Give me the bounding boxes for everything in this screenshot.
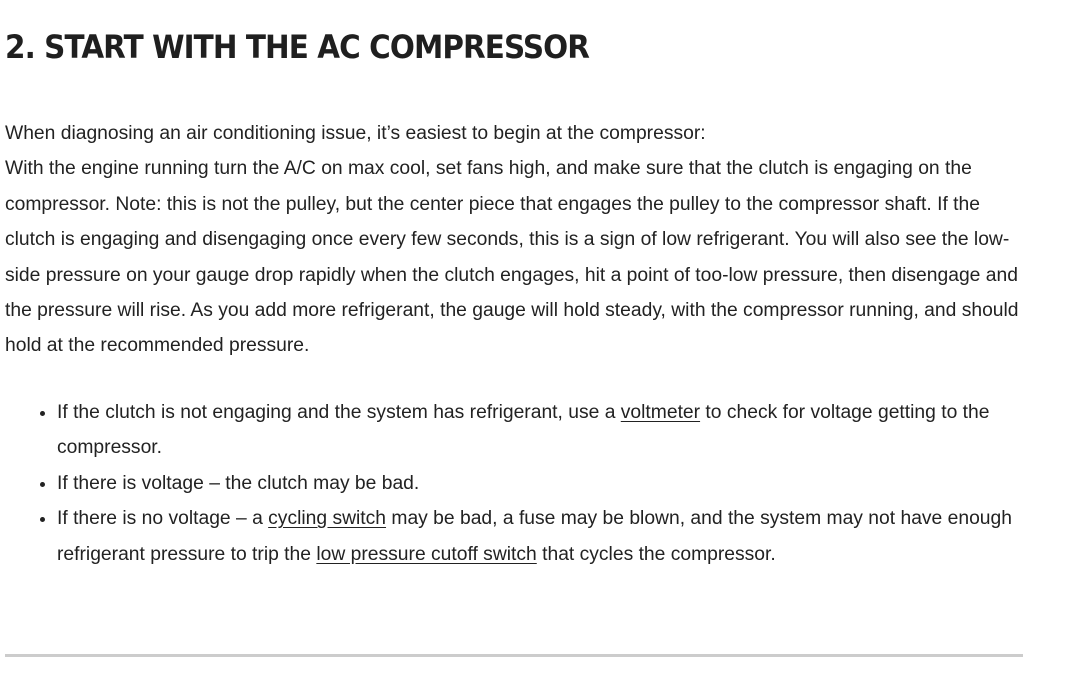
list-item-text: If there is voltage – the clutch may be bad. (57, 472, 420, 494)
intro-text: When diagnosing an air conditioning issue, it’s easiest to begin at the compressor: (5, 123, 706, 144)
voltmeter-link[interactable]: voltmeter (620, 402, 701, 423)
list-item (57, 395, 1030, 466)
list-item-text: may be bad, a fuse may be blown, and the system may not have enough refrigerant pressure to trip the (57, 508, 1012, 565)
section-divider (5, 654, 1023, 657)
article-body (5, 116, 1025, 364)
diagnosis-paragraph: With the engine running turn the A/C on max cool, set fans high, and make sure that the clutch is engaging on the compressor. Note: this is not the pulley, but the center piece that engages the pulley to the compressor shaft. If the clutch is engaging and disengaging once every few seconds, this is a sign of low refrigerant. You will also see the low-side pressure on your gauge drop rapidly when the clutch engages, hit a point of too-low pressure, then disengage and the pressure will rise. As you add more refrigerant, the gauge will hold steady, with the compressor running, and should hold at the recommended pressure. (5, 158, 1019, 357)
list-item-text: to check for voltage getting to the compressor. (57, 402, 990, 459)
list-item-text: If there is no voltage – a (57, 508, 269, 530)
cycling-switch-link[interactable]: cycling switch (268, 508, 387, 530)
list-item (57, 501, 1030, 572)
diagnosis-list (5, 395, 1030, 572)
list-item-text: If the clutch is not engaging and the system has refrigerant, use a (57, 402, 621, 423)
list-item (57, 466, 1030, 501)
list-item-text: that cycles the compressor. (536, 543, 776, 565)
low-pressure-cutoff-switch-link[interactable]: low pressure cutoff switch (316, 543, 537, 565)
section-heading: 2. START WITH THE AC COMPRESSOR (5, 28, 590, 66)
